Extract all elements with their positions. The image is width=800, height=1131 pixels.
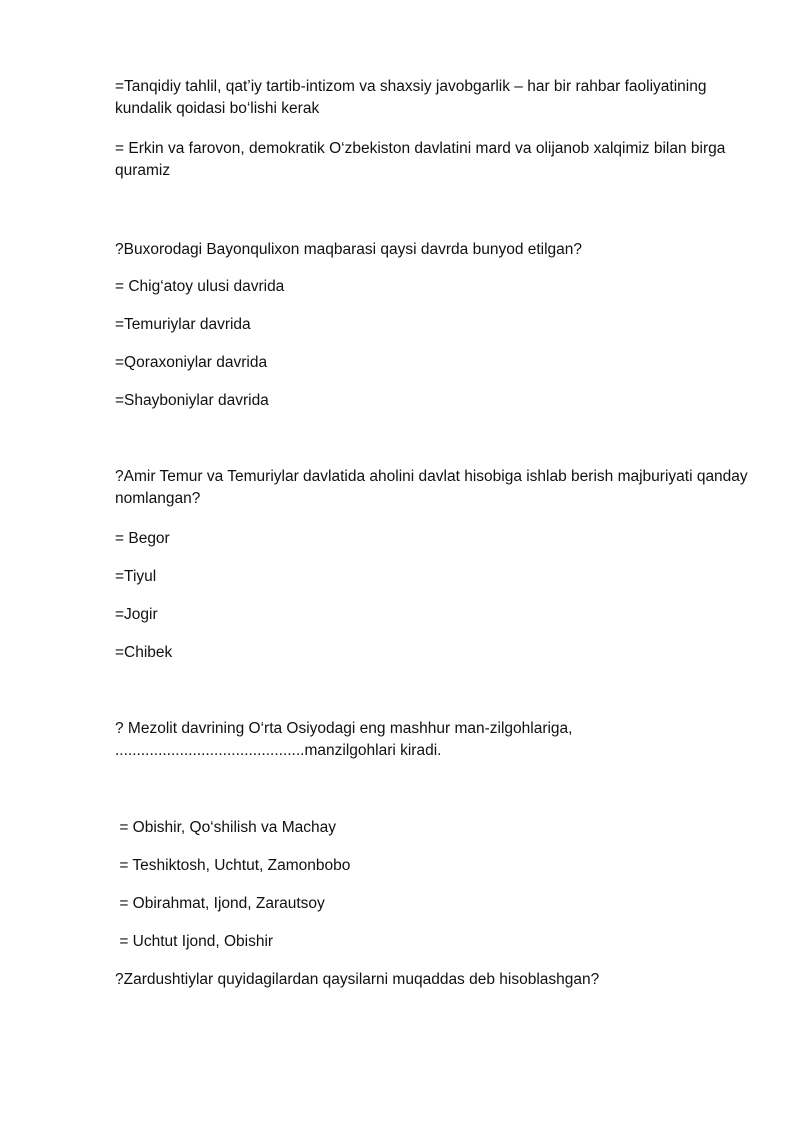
answer-option: = Teshiktosh, Uchtut, Zamonbobo: [115, 857, 351, 874]
answer-option: =Tiyul: [115, 568, 157, 585]
answer-option: = Chig‘atoy ulusi davrida: [115, 278, 285, 295]
text-line: =Tanqidiy tahlil, qat’iy tartib-intizom va shaxsiy javobgarlik – har bir rahbar faoliyatining kundalik qoidasi bo‘lishi kerak: [115, 78, 711, 117]
question-text: ? Mezolit davrining O‘rta Osiyodagi eng mashhur man-zilgohlariga, ............................................manzilgohlari kiradi.: [115, 720, 577, 759]
answer-option: = Obishir, Qo‘shilish va Machay: [115, 819, 336, 836]
question-text: ?Buxorodagi Bayonqulixon maqbarasi qaysi davrda bunyod etilgan?: [115, 241, 583, 258]
answer-option: = Begor: [115, 530, 170, 547]
text-line: = Erkin va farovon, demokratik O‘zbekiston davlatini mard va olijanob xalqimiz bilan birga quramiz: [115, 140, 730, 179]
question-text: ?Amir Temur va Temuriylar davlatida aholini davlat hisobiga ishlab berish majburiyati qanday nomlangan?: [115, 468, 752, 507]
answer-option: =Temuriylar davrida: [115, 316, 251, 333]
answer-option: =Chibek: [115, 644, 173, 661]
answer-option: =Qoraxoniylar davrida: [115, 354, 268, 371]
answer-option: =Jogir: [115, 606, 158, 623]
answer-option: = Obirahmat, Ijond, Zarautsoy: [115, 895, 325, 912]
answer-option: = Uchtut Ijond, Obishir: [115, 933, 274, 950]
question-text: ?Zardushtiylar quyidagilardan qaysilarni muqaddas deb hisoblashgan?: [115, 971, 600, 988]
answer-option: =Shayboniylar davrida: [115, 392, 269, 409]
